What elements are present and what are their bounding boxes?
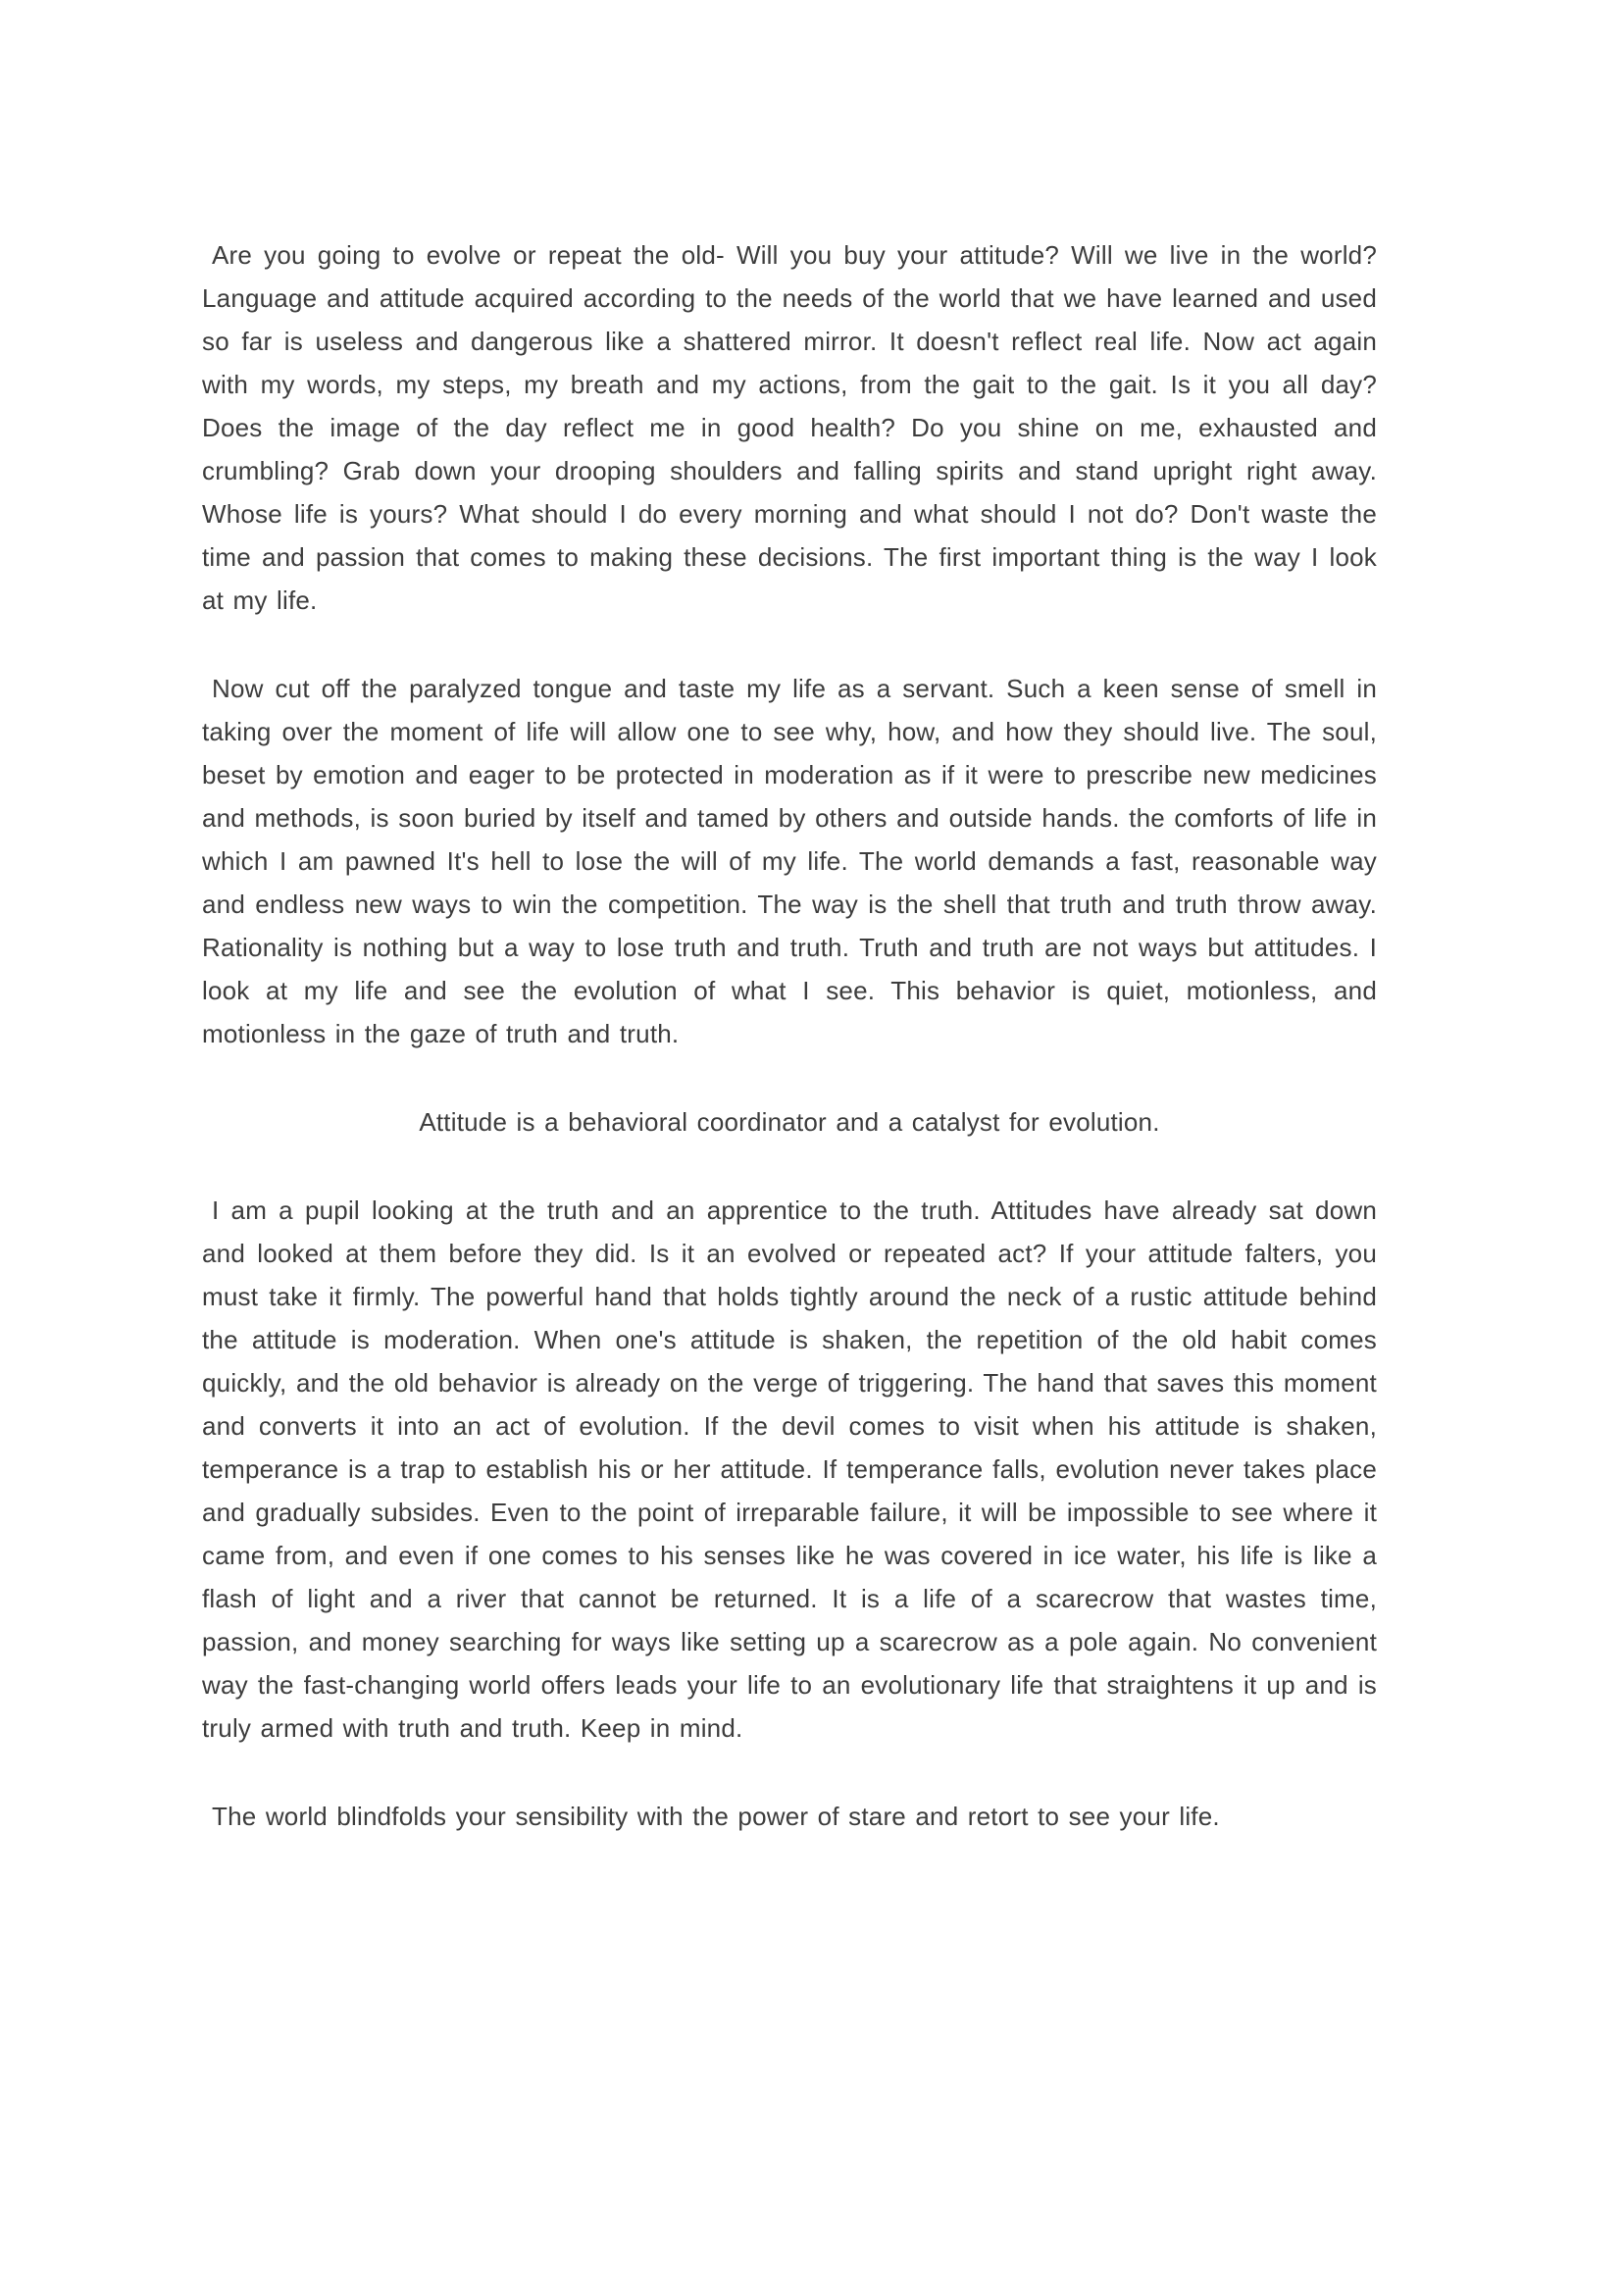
paragraph-3: I am a pupil looking at the truth and an apprentice to the truth. Attitudes have already sat down and looked at them before they did. Is it an evolved or repeated act? If your attitude falters, you must take it firmly. The powerful hand that holds tightly around the neck of a rustic attitude behind the attitude is moderation. When one's attitude is shaken, the repetition of the old habit comes quickly, and the old behavior is already on the verge of triggering. The hand that saves this moment and converts it into an act of evolution. If the devil comes to visit when his attitude is shaken, temperance is a trap to establish his or her attitude. If temperance falls, evolution never takes place and gradually subsides. Even to the point of irreparable failure, it will be impossible to see where it came from, and even if one comes to his senses like he was covered in ice water, his life is like a flash of light and a river that cannot be returned. It is a life of a scarecrow that wastes time, passion, and money searching for ways like setting up a scarecrow as a pole again. No convenient way the fast-changing world offers leads your life to an evolutionary life that straightens it up and is truly armed with truth and truth. Keep in mind. (202, 1195, 1377, 1743)
paragraph-2: Now cut off the paralyzed tongue and taste my life as a servant. Such a keen sense of smell in taking over the moment of life will allow one to see why, how, and how they should live. The soul, beset by emotion and eager to be protected in moderation as if it were to prescribe new medicines and methods, is soon buried by itself and tamed by others and outside hands. the comforts of life in which I am pawned It's hell to lose the will of my life. The world demands a fast, reasonable way and endless new ways to win the competition. The way is the shell that truth and truth throw away. Rationality is nothing but a way to lose truth and truth. Truth and truth are not ways but attitudes. I look at my life and see the evolution of what I see. This behavior is quiet, motionless, and motionless in the gaze of truth and truth. (202, 674, 1377, 1048)
paragraph-1: Are you going to evolve or repeat the old- Will you buy your attitude? Will we live in the world? Language and attitude acquired according to the needs of the world that we have learned and used so far is useless and dangerous like a shattered mirror. It doesn't reflect real life. Now act again with my words, my steps, my breath and my actions, from the gait to the gait. Is it you all day? Does the image of the day reflect me in good health? Do you shine on me, exhausted and crumbling? Grab down your drooping shoulders and falling spirits and stand upright right away. Whose life is yours? What should I do every morning and what should I not do? Don't waste the time and passion that comes to making these decisions. The first important thing is the way I look at my life. (202, 240, 1377, 615)
centered-line: Attitude is a behavioral coordinator and a catalyst for evolution. (419, 1107, 1160, 1137)
paragraph-4: The world blindfolds your sensibility with the power of stare and retort to see your life. (212, 1802, 1220, 1831)
